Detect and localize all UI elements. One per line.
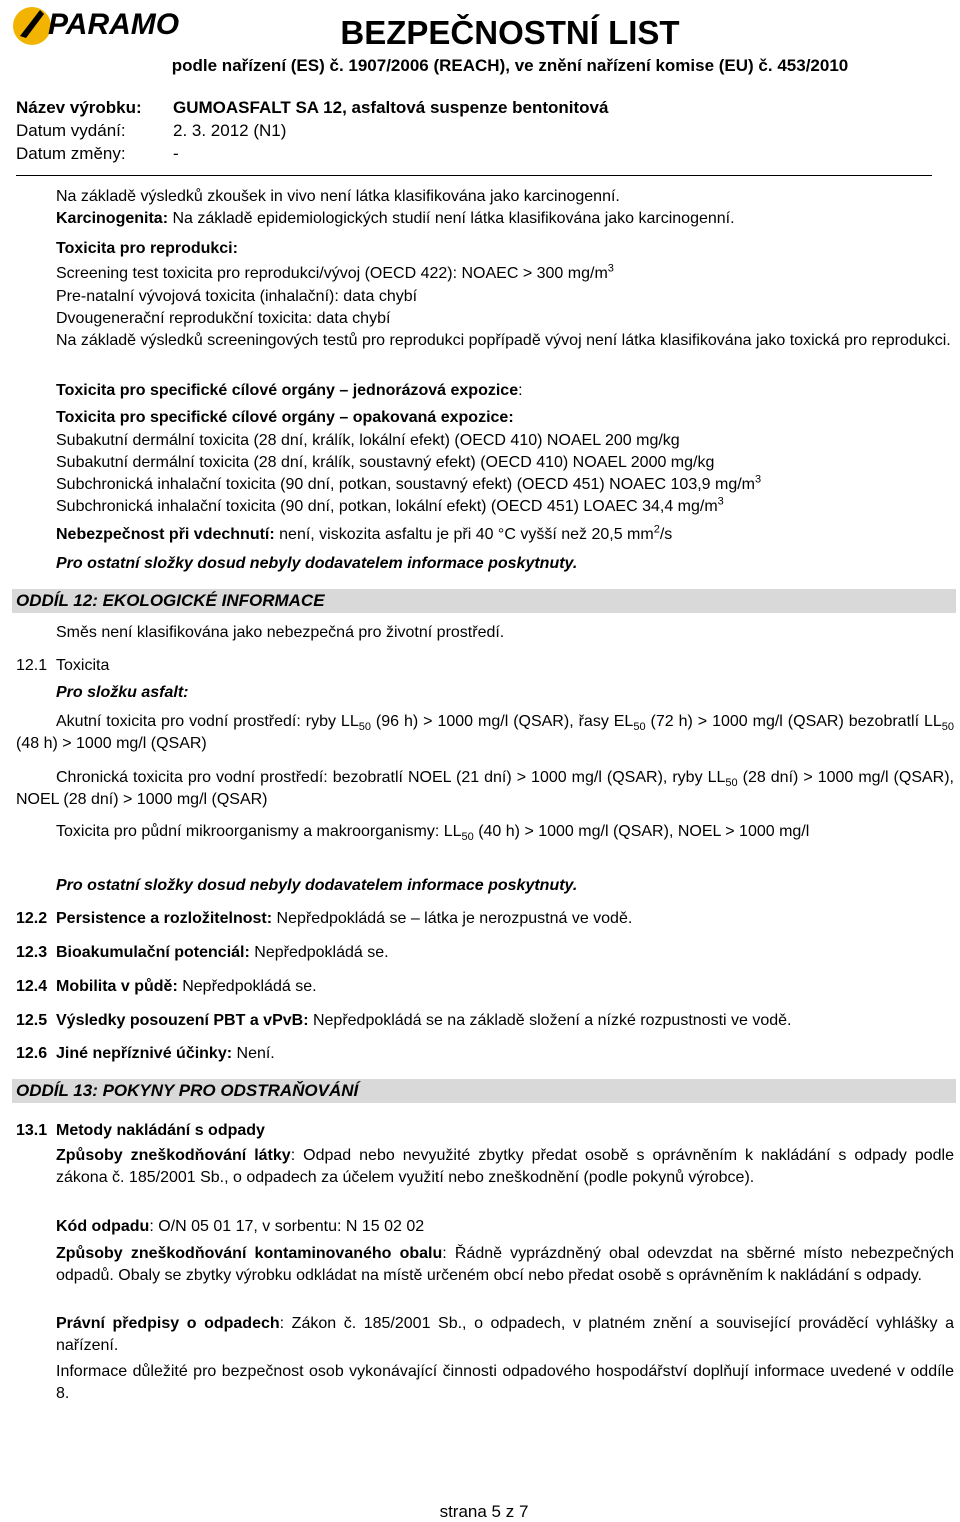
- s12-6-text: Není.: [232, 1045, 275, 1062]
- chronic-toxicity: [16, 767, 954, 811]
- soil-sub: 50: [461, 831, 474, 844]
- s12-6-heading: [16, 1043, 275, 1065]
- aspiration-sup: 2: [653, 523, 660, 536]
- issue-date-row: [16, 121, 286, 141]
- s12-1-heading: [16, 655, 109, 677]
- repro-line-1-text: Screening test toxicita pro reprodukci/vývoj (OECD 422): NOAEC > 300 mg/m: [56, 265, 608, 282]
- repro-line-1-sup: 3: [607, 262, 614, 275]
- chronic-a: Chronická toxicita pro vodní prostředí: bezobratlí NOEL (21 dní) > 1000 mg/l (QSAR), ryby LL: [56, 769, 726, 786]
- change-date-label: Datum změny:: [16, 144, 126, 163]
- s13-1-num: 13.1: [16, 1122, 48, 1139]
- aspiration-unit: /s: [659, 526, 673, 543]
- acute-c: (72 h) > 1000 mg/l (QSAR) bezobratlí LL: [645, 713, 942, 730]
- waste-code-label: Kód odpadu: [56, 1218, 150, 1235]
- s12-1-num: 12.1: [16, 657, 48, 674]
- s12-6-num: 12.6: [16, 1045, 48, 1062]
- rep-line-3-text: Subchronická inhalační toxicita (90 dní, potkan, soustavný efekt) (OECD 451) NOAEC 103,9 mg/m: [56, 476, 755, 493]
- disposal-packaging: [56, 1243, 954, 1287]
- waste-legislation-text: : Zákon č. 185/2001 Sb., o odpadech, v platném znění a související prováděcí vyhlášky a nařízení.: [56, 1315, 954, 1354]
- repro-heading: Toxicita pro reprodukci:: [56, 240, 238, 257]
- change-date-row: [16, 144, 179, 164]
- s12-4-label: Mobilita v půdě:: [56, 978, 178, 995]
- s11-line-1: Na základě výsledků zkoušek in vivo není látka klasifikována jako karcinogenní.: [56, 188, 620, 205]
- stot-repeated: [56, 407, 514, 429]
- s13-1-heading: [16, 1120, 265, 1142]
- disposal-substance: [56, 1145, 954, 1189]
- acute-b: (96 h) > 1000 mg/l (QSAR), řasy EL: [370, 713, 634, 730]
- rep-line-1: Subakutní dermální toxicita (28 dní, králík, lokální efekt) (OECD 410) NOAEL 200 mg/kg: [56, 432, 680, 449]
- s12-2-text: Nepředpokládá se – látka je nerozpustná ve vodě.: [272, 910, 633, 927]
- issue-date-label: Datum vydání:: [16, 121, 126, 140]
- s11-other-note: Pro ostatní složky dosud nebyly dodavatelem informace poskytnuty.: [56, 555, 578, 572]
- product-label: Název výrobku:: [16, 98, 142, 117]
- product-value: GUMOASFALT SA 12, asfaltová suspenze bentonitová: [173, 98, 609, 117]
- s13-1-title: Metody nakládání s odpady: [56, 1122, 265, 1139]
- disposal-substance-label: Způsoby zneškodňování látky: [56, 1147, 291, 1164]
- rep-line-3: [56, 474, 761, 496]
- soil-a: Toxicita pro půdní mikroorganismy a makroorganismy: LL: [56, 823, 462, 840]
- stot-rep-b: opakovaná expozice:: [352, 409, 514, 426]
- soil-b: (40 h) > 1000 mg/l (QSAR), NOEL > 1000 mg/l: [473, 823, 810, 840]
- aspiration-text: není, viskozita asfaltu je při 40 °C vyšší než 20,5 mm: [274, 526, 654, 543]
- acute-sub-3: 50: [941, 721, 955, 734]
- s12-2-num: 12.2: [16, 910, 48, 927]
- rep-line-2: Subakutní dermální toxicita (28 dní, králík, soustavný efekt) (OECD 410) NOAEL 2000 mg/kg: [56, 454, 715, 471]
- stot-single-a: Toxicita pro specifické cílové orgány –: [56, 382, 353, 399]
- rep-line-4: [56, 496, 724, 518]
- header-divider: [16, 175, 932, 176]
- stot-single: [56, 380, 523, 402]
- waste-code-text: : O/N 05 01 17, v sorbentu: N 15 02 02: [149, 1218, 425, 1235]
- s12-4-text: Nepředpokládá se.: [177, 978, 317, 995]
- acute-toxicity: [16, 711, 954, 755]
- s12-4-heading: [16, 976, 317, 998]
- aspiration: [56, 524, 672, 546]
- stot-rep-a: Toxicita pro specifické cílové orgány –: [56, 409, 353, 426]
- repro-line-4: Na základě výsledků screeningových testů pro reprodukci popřípadě vývoj není látka klasifikována jako toxická pro reprodukci.: [56, 332, 951, 349]
- s12-5-label: Výsledky posouzení PBT a vPvB:: [56, 1012, 309, 1029]
- carcinogenicity-label: Karcinogenita:: [56, 210, 169, 227]
- product-row: [16, 98, 608, 118]
- s12-2-heading: [16, 908, 632, 930]
- acute-a: Akutní toxicita pro vodní prostředí: ryby LL: [56, 713, 359, 730]
- page-number: strana 5 z 7: [439, 1502, 529, 1521]
- s12-4-num: 12.4: [16, 978, 48, 995]
- waste-legislation-label: Právní předpisy o odpadech: [56, 1315, 280, 1332]
- repro-line-2: Pre-natalní vývojová toxicita (inhalační): data chybí: [56, 288, 418, 305]
- waste-legislation: [56, 1313, 954, 1357]
- s12-2-label: Persistence a rozložitelnost:: [56, 910, 273, 927]
- asfalt-heading: Pro složku asfalt:: [56, 684, 189, 701]
- repro-line-3: Dvougenerační reprodukční toxicita: data chybí: [56, 310, 391, 327]
- stot-single-c: :: [518, 382, 523, 399]
- carcinogenicity-text: Na základě epidemiologických studií není látka klasifikována jako karcinogenní.: [168, 210, 735, 227]
- soil-toxicity: [16, 821, 954, 843]
- change-date-value: -: [173, 144, 179, 163]
- s12-3-label: Bioakumulační potenciál:: [56, 944, 250, 961]
- s12-intro: Směs není klasifikována jako nebezpečná pro životní prostředí.: [56, 624, 505, 641]
- document-subtitle: podle nařízení (ES) č. 1907/2006 (REACH), ve znění nařízení komise (EU) č. 453/2010: [171, 56, 849, 75]
- issue-date-value: 2. 3. 2012 (N1): [173, 121, 287, 140]
- s12-3-heading: [16, 942, 389, 964]
- stot-single-b: jednorázová expozice: [352, 382, 519, 399]
- section-12-heading: ODDÍL 12: EKOLOGICKÉ INFORMACE: [12, 589, 956, 613]
- s12-5-heading: [16, 1010, 792, 1032]
- section-13-heading: ODDÍL 13: POKYNY PRO ODSTRAŇOVÁNÍ: [12, 1079, 956, 1103]
- rep-line-4-sup: 3: [717, 495, 724, 508]
- disposal-packaging-text: : Řádně vyprázdněný obal odevzdat na sběrné místo nebezpečných odpadů. Obaly se zbytky výrobku odkládat na místě určeném obcí nebo předat osobě s oprávněním k nakládání s odpady.: [56, 1245, 954, 1284]
- acute-d: (48 h) > 1000 mg/l (QSAR): [16, 735, 207, 752]
- s12-3-text: Nepředpokládá se.: [249, 944, 389, 961]
- s12-other-note: Pro ostatní složky dosud nebyly dodavatelem informace poskytnuty.: [56, 877, 578, 894]
- disposal-packaging-label: Způsoby zneškodňování kontaminovaného obalu: [56, 1245, 443, 1262]
- s12-5-text: Nepředpokládá se na základě složení a nízké rozpustnosti ve vodě.: [308, 1012, 792, 1029]
- chronic-sub: 50: [725, 777, 738, 790]
- chronic-b: (28 dní) > 1000 mg/l (QSAR), NOEL (28 dní) > 1000 mg/l (QSAR): [16, 769, 955, 808]
- waste-code: [56, 1216, 954, 1238]
- aspiration-label: Nebezpečnost při vdechnutí:: [56, 526, 275, 543]
- repro-line-1: [56, 263, 614, 285]
- document-title: BEZPEČNOSTNÍ LIST: [340, 14, 680, 51]
- s12-1-title: Toxicita: [56, 657, 110, 674]
- rep-line-4-text: Subchronická inhalační toxicita (90 dní, potkan, lokální efekt) (OECD 451) LOAEC 34,4 mg/m: [56, 498, 718, 515]
- s12-3-num: 12.3: [16, 944, 48, 961]
- s11-carcinogenicity: [56, 208, 735, 230]
- rep-line-3-sup: 3: [755, 473, 762, 486]
- s12-6-label: Jiné nepříznivé účinky:: [56, 1045, 233, 1062]
- disposal-substance-text: : Odpad nebo nevyužité zbytky předat osobě s oprávněním k nakládání s odpady podle zákona č. 185/2001 Sb., o odpadech za účelem využití nebo zneškodnění (podle pokynů výrobce).: [56, 1147, 954, 1186]
- s12-5-num: 12.5: [16, 1012, 48, 1029]
- waste-safety-info: Informace důležité pro bezpečnost osob vykonávající činnosti odpadového hospodářství doplňují informace uvedené v oddíle 8.: [56, 1363, 954, 1402]
- acute-sub-1: 50: [358, 721, 371, 734]
- acute-sub-2: 50: [633, 721, 646, 734]
- logo-text: PARAMO: [48, 8, 180, 41]
